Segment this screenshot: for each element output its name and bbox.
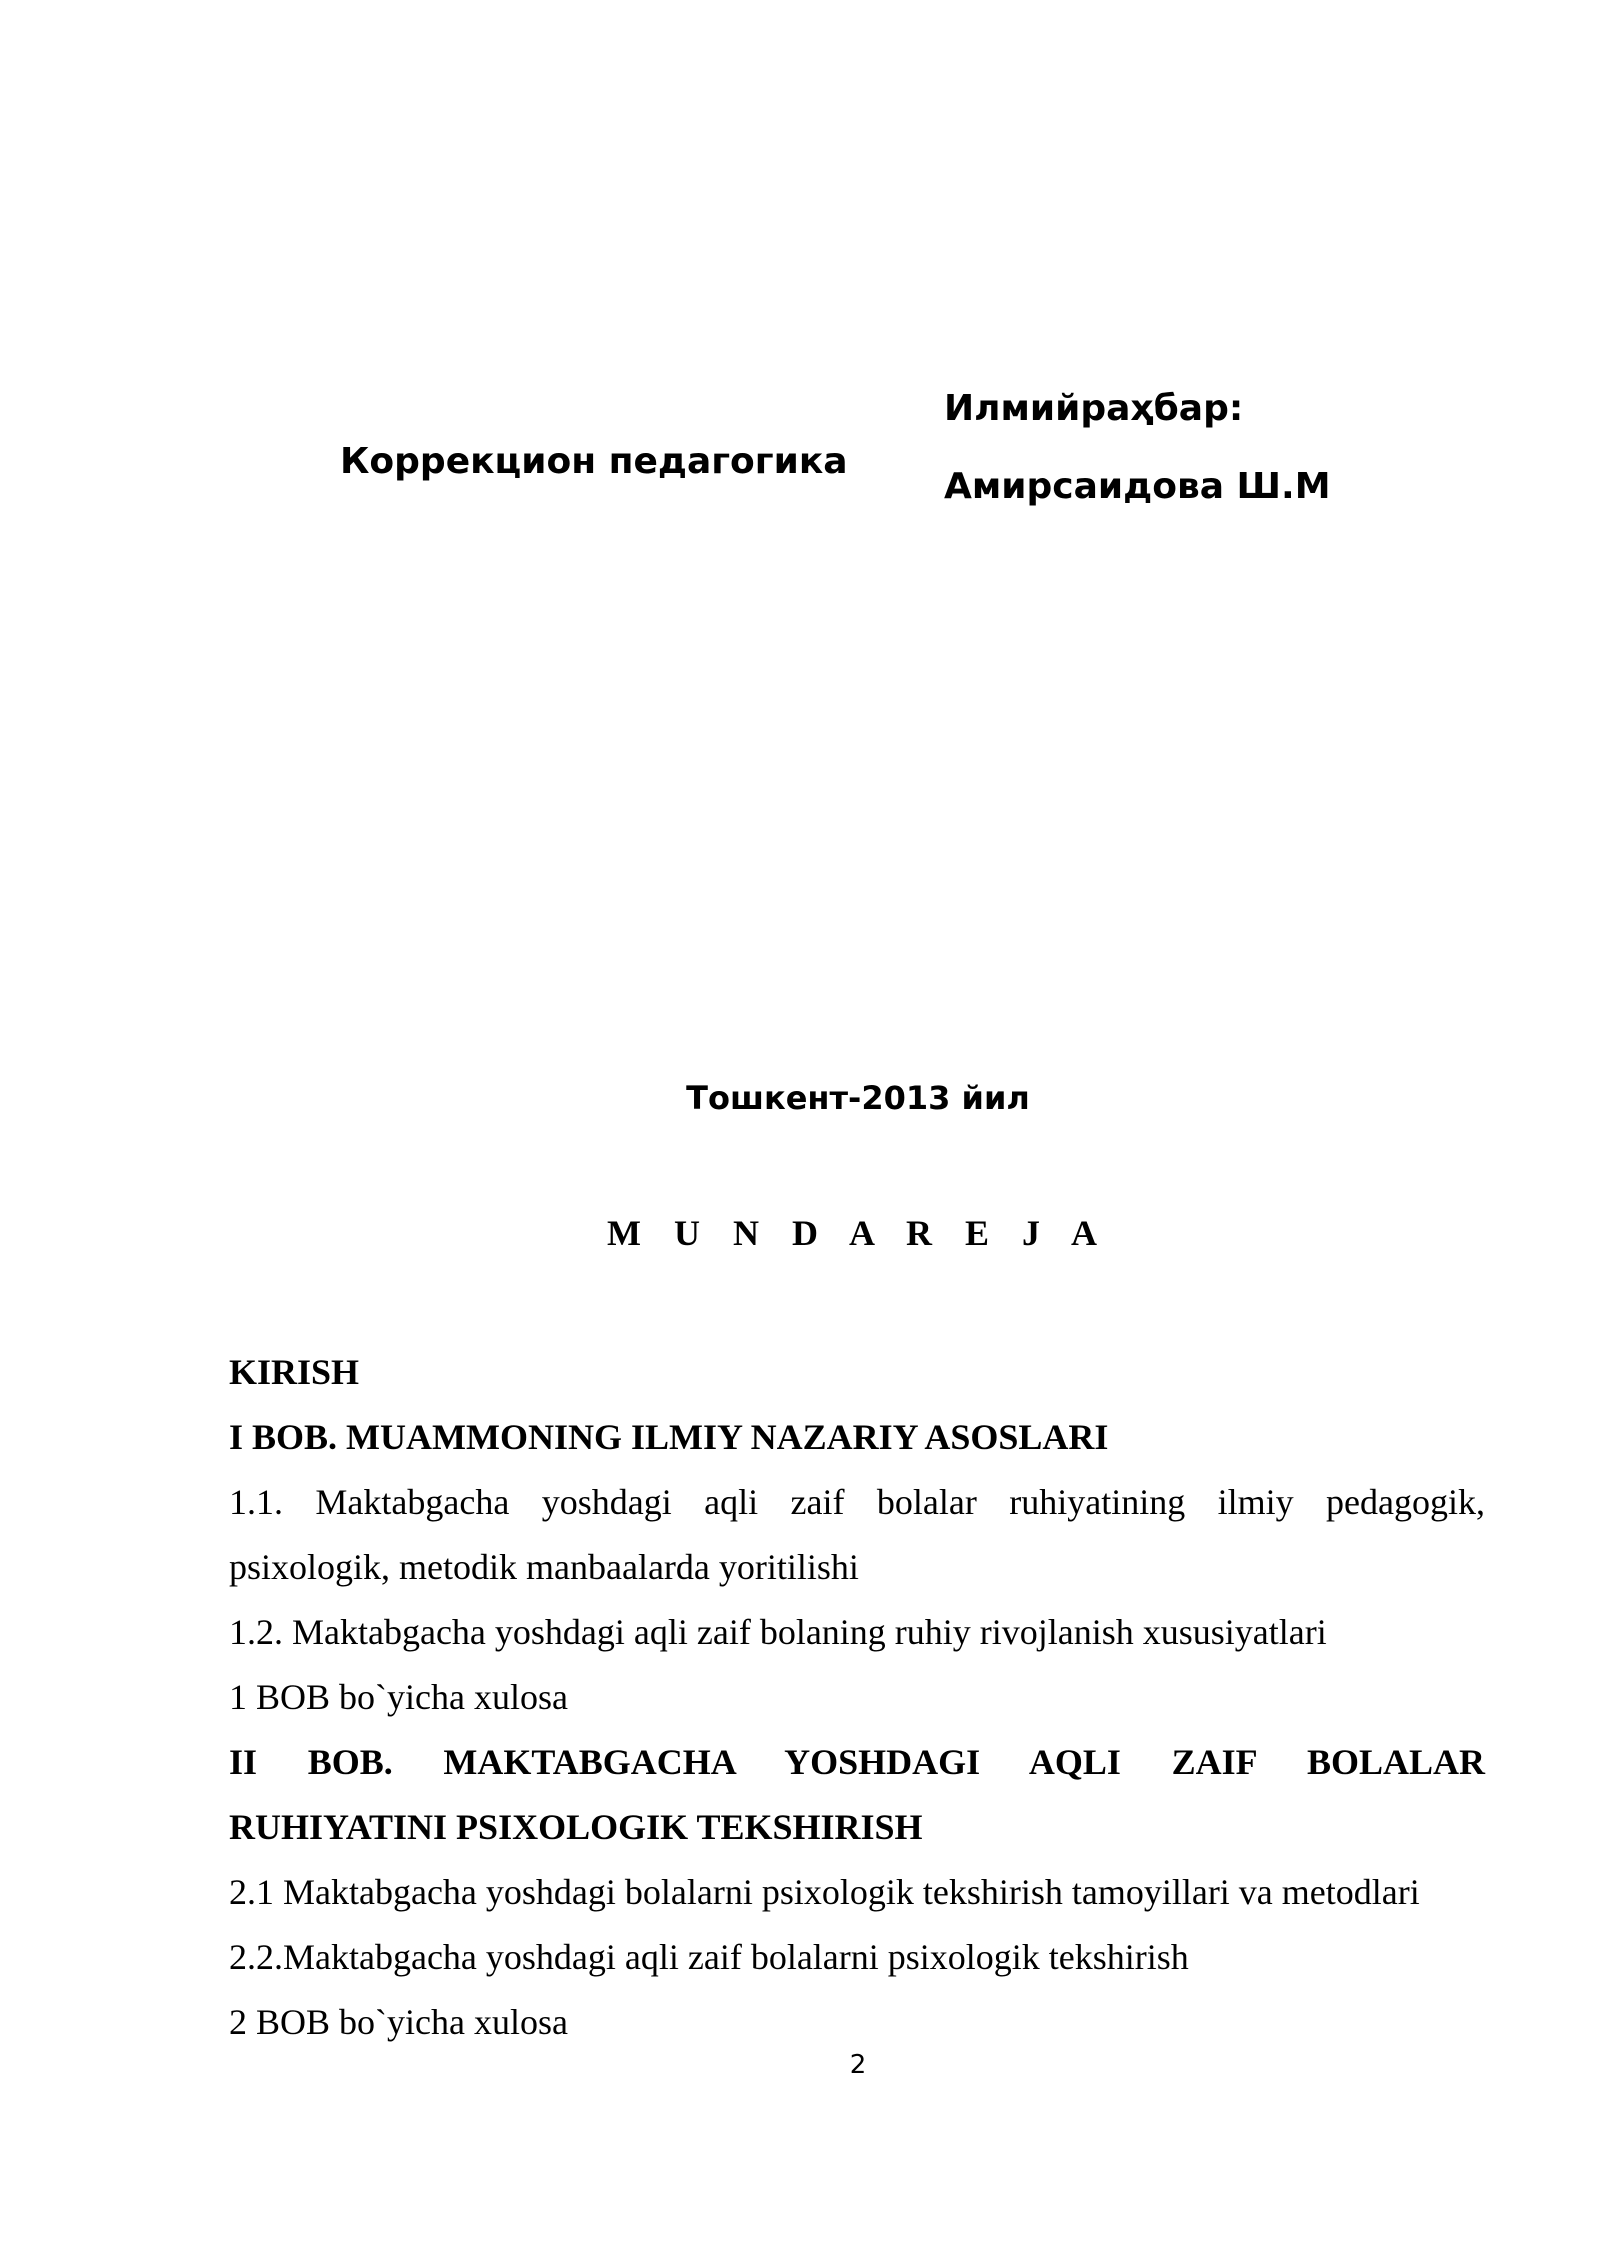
toc-chapter-2-title-line-2: RUHIYATINI PSIXOLOGIK TEKSHIRISH: [229, 1807, 923, 1847]
toc-intro: KIRISH: [229, 1352, 360, 1392]
subject-title: Коррекцион педагогика: [340, 441, 848, 482]
toc-item-1-1-line-1: 1.1. Maktabgacha yoshdagi aqli zaif bolalar ruhiyatining ilmiy pedagogik,: [229, 1482, 1485, 1522]
table-of-contents-title: M U N D A R E J A: [606, 1213, 1110, 1253]
table-of-contents: [229, 1340, 1485, 2055]
supervisor-label: Илмийраҳбар:: [944, 388, 1244, 429]
toc-item-2-1: 2.1 Maktabgacha yoshdagi bolalarni psixologik tekshirish tamoyillari va metodlari: [229, 1872, 1420, 1912]
city-year: Тошкент-2013 йил: [686, 1079, 1030, 1117]
supervisor-name: Амирсаидова Ш.М: [944, 466, 1331, 507]
page-number: 2: [849, 2050, 867, 2080]
toc-chapter-1-conclusion: 1 BOB bo`yicha xulosa: [229, 1677, 568, 1717]
supervisor-block: [944, 370, 1331, 526]
toc-item-2-2: 2.2.Maktabgacha yoshdagi aqli zaif bolalarni psixologik tekshirish: [229, 1937, 1189, 1977]
toc-chapter-2-title-line-1: II BOB. MAKTABGACHA YOSHDAGI AQLI ZAIF BOLALAR: [229, 1742, 1485, 1782]
toc-chapter-1-title: I BOB. MUAMMONING ILMIY NAZARIY ASOSLARI: [229, 1417, 1109, 1457]
toc-chapter-2-conclusion: 2 BOB bo`yicha xulosa: [229, 2002, 568, 2042]
toc-item-1-2: 1.2. Maktabgacha yoshdagi aqli zaif bolaning ruhiy rivojlanish xususiyatlari: [229, 1612, 1327, 1652]
toc-item-1-1-line-2: psixologik, metodik manbaalarda yoritilishi: [229, 1547, 859, 1587]
